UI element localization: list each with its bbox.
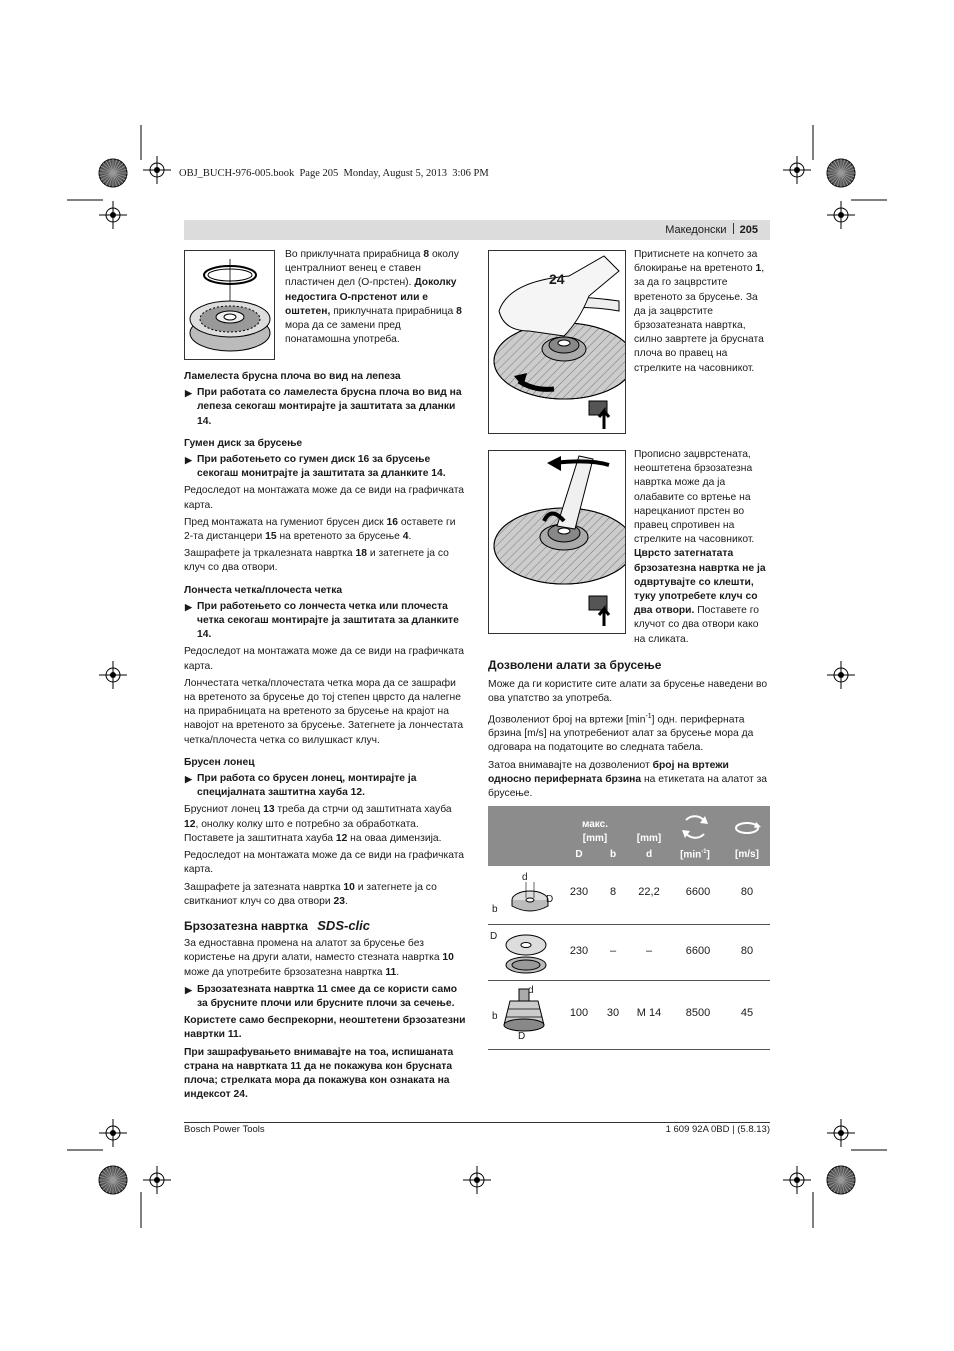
oring-figure [184,250,275,360]
crosshair-mark [143,1166,171,1194]
lamella-bullet: ▶ При работата со ламелеста брусна плоча во вид на лепеза секогаш монтирајте ја заштитата за дланки 14. [185,387,462,427]
rubber-p3: Зашрафете ја тркалезната навртка 18 и затегнете ја со клуч со два отвори. [184,548,449,574]
dim-label-b: b [492,904,498,915]
th-maks: макс. [581,819,609,830]
th-mm2: [mm] [636,833,662,844]
pot-p1: Брусниот лонец 13 треба да стрчи од заштитната хауба 12, онолку колку што е потребно за обработката. Поставете ја заштитната хауба 12 на оваа димензија. [184,804,452,844]
print-header: OBJ_BUCH-976-005.book Page 205 Monday, August 5, 2013 3:06 PM [179,168,489,179]
cell-b: 8 [609,886,617,898]
color-wheel-mark [827,159,855,187]
left-column-body [184,370,466,1102]
crosshair-mark [783,1166,811,1194]
th-mm1: [mm] [582,833,608,844]
brush-p2: Лончестата четка/плочестата четка мора да се зашрафи на вретеното за брусење до тој степен цврсто да налегне на прирабницата на вретеното за брусење на крајот на навојот на вретеното за брусење. Затегнете ја лончестата четка/плочеста четка со вилушкаст клуч. [184,677,464,746]
allowed-p3: Затоа внимавајте на дозволениот број на вртежи односно периферната брзина на етикетата на алатот за брусење. [488,759,768,800]
crosshair-mark [143,156,171,184]
tools-table [488,806,770,1050]
rubber-p1: Редоследот на монтажата може да се види на графичката карта. [184,485,465,511]
th-rpm: $[\min^{-1}]$ [680,849,710,861]
color-wheel-mark [99,159,127,187]
quick-bold2: При зашрафувањето внимавајте на тоа, испишаната страна на навртката 11 да не покажува кон брусната плоча; стрелката мора да покажува кон ознаката на индексот 24. [184,1046,454,1101]
cell-d: – [645,945,653,957]
th-b: b [609,849,617,860]
peripheral-speed-icon [732,818,762,838]
pot-p2: Редоследот на монтажата може да се види на графичката карта. [184,850,465,876]
sds-clic-logo: SDS-clic [317,917,371,933]
cell-D: 100 [569,1007,589,1019]
cup-brush-icon [492,985,560,1045]
rubber-heading: Гумен диск за брусење [184,437,303,449]
footer-rule [184,1122,770,1123]
dim-label-D: D [546,894,554,905]
cell-d: M 14 [636,1007,662,1019]
allowed-heading: Дозволени алати за брусење [488,658,662,672]
dim-label-D: D [518,1031,526,1042]
footer-right: 1 609 92A 0BD | (5.8.13) [665,1124,770,1135]
allowed-p2: Дозволениот број на вртежи $[\min^{-1}]$ одн. периферната брзина [m/s] на употребениот алат за брусење мора да одговара на податоците во следната табела. [488,712,754,754]
pot-bullet: ▶ При работа со брусен лонец, монтирајте ја специјалната заштитна хауба 12. [185,773,417,799]
dim-label-d: d [528,985,534,996]
pot-heading: Брусен лонец [184,756,255,768]
crosshair-mark [99,661,127,689]
cell-D: 230 [569,945,589,957]
tighten-figure [488,250,626,434]
brush-p1: Редоследот на монтажата може да се види на графичката карта. [184,646,465,672]
quick-bullet: ▶ Брзозатезната навртка 11 смее да се користи само за брусните плочи или брусните плочи за сечење. [185,983,458,1009]
cell-b: – [609,945,617,957]
cell-rpm: 6600 [685,886,711,898]
crosshair-mark [99,201,127,229]
fig1-text: Притиснете на копчето за блокирање на вретеното 1, за да го зацврстите вретеното за брусење. За да ја зацврстите брзозатезната навртка, силно завртете ја брусната плоча во правец на стрелките на часовникот. [634,249,765,374]
cell-D: 230 [569,886,589,898]
cell-rpm: 6600 [685,945,711,957]
crosshair-mark [827,661,855,689]
running-head-language: Македонски [665,224,727,236]
dim-label-d: d [522,872,528,883]
crosshair-mark [783,156,811,184]
th-D: D [575,849,583,860]
allowed-p1: Може да ги користите сите алати за брусење наведени во ова упатство за употреба. [488,679,768,705]
page-number: 205 [739,224,758,236]
table-row [488,981,770,1050]
crosshair-mark [463,1166,491,1194]
color-wheel-mark [99,1166,127,1194]
cell-d: 22,2 [638,886,660,898]
grinding-disc-icon [492,929,560,977]
crosshair-mark [827,1119,855,1147]
quick-p1: За едноставна промена на алатот за брусење без користење на други алати, наместо стезната навртка 10 може да употребите брзозатезна навртка 11. [184,938,454,978]
oring-text: Во приклучната прирабница 8 околу централниот венец е ставен пластичен дел (О-прстен). Доколку недостига О-прстенот или е оштетен, приклучната прирабница 8 мора да се замени пред понатамошна употреба. [285,249,462,346]
dim-label-b: b [492,1011,498,1022]
quick-heading: Брзозатезна навртка SDS-clic [184,917,371,933]
crosshair-mark [827,201,855,229]
dim-label-D: D [490,931,498,942]
cell-ms: 80 [740,945,754,957]
lamella-heading: Ламелеста брусна плоча во вид на лепеза [184,371,401,382]
table-row [488,866,770,925]
table-row [488,925,770,981]
rubber-bullet: ▶ При работењето со гумен диск 16 за брусење секогаш монитрајте ја заштитата за дланките 14. [185,454,446,480]
cell-ms: 80 [740,886,754,898]
brush-heading: Лончеста четка/плочеста четка [184,584,343,596]
running-head-text [665,223,758,236]
cell-rpm: 8500 [685,1007,711,1019]
rubber-p2: Пред монтажата на гумениот брусен диск 16 оставете ги 2-та дистанцери 15 на вретеното за брусење 4. [184,516,456,543]
footer-left: Bosch Power Tools [184,1124,265,1135]
th-d: d [645,849,653,860]
loosen-figure [488,450,626,634]
running-head [184,220,770,240]
table-header [488,806,770,866]
cell-ms: 45 [740,1007,754,1019]
quick-bold1: Користете само беспрекорни, неоштетени брзозатезни навртки 11. [184,1015,466,1041]
index-label: 24 [549,271,565,287]
cell-b: 30 [606,1007,620,1019]
allowed-tools-section [488,658,772,801]
color-wheel-mark [827,1166,855,1194]
crosshair-mark [99,1119,127,1147]
brush-bullet: ▶ При работењето со лончеста четка или плочеста четка секогаш монтирајте ја заштитата за дланките 14. [185,600,459,641]
rotation-icon [678,810,712,844]
pot-p3: Зашрафете ја затезната навртка 10 и затегнете ја со свитканиот клуч со два отвори 23. [184,881,437,907]
th-ms: [m/s] [735,849,759,860]
fig2-text: Прописно заџврстената, неоштетена брзозатезна навртка може да ја олабавите со вртење на нарецканиот прстен во правец спротивен на стрелките на часовникот. Цврсто затегнатата брзозатезна навртка не ја одвртувајте со клешти, туку употребете клуч со два отвори. Поставете го клучот со два отвори како на сликата. [634,449,766,645]
